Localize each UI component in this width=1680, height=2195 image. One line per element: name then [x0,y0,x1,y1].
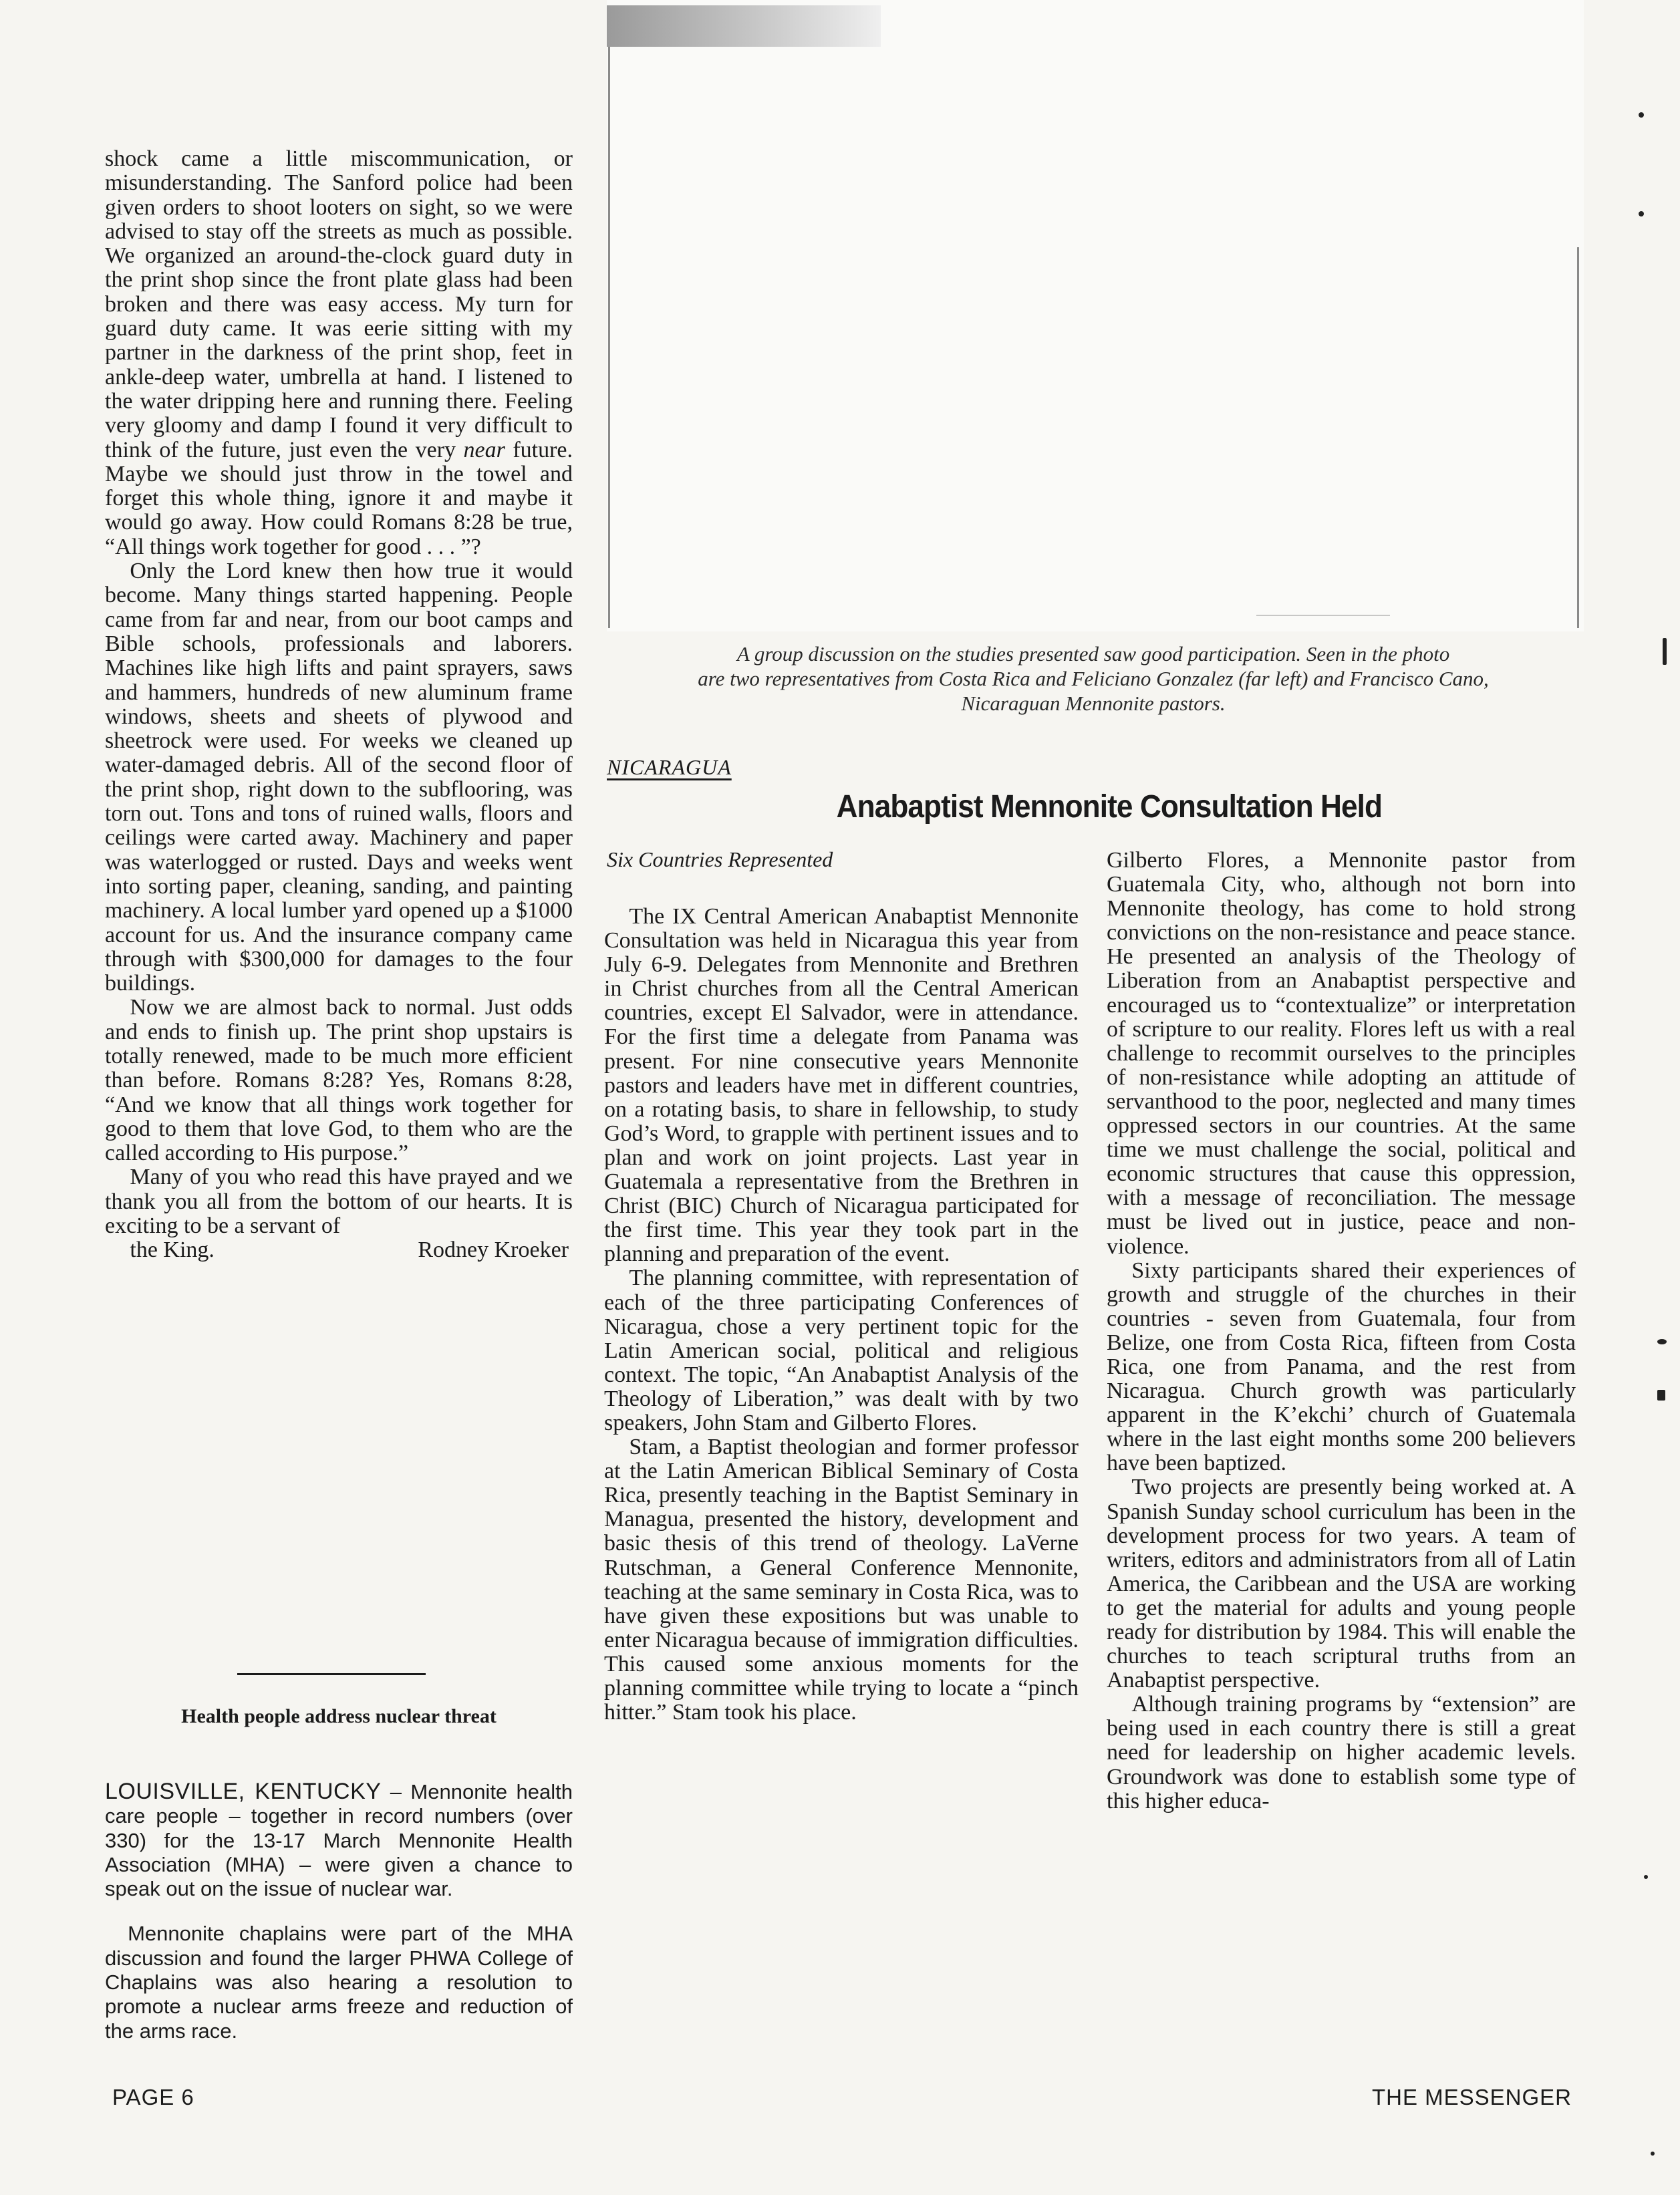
health-article-headline: Health people address nuclear threat [181,1705,497,1727]
article-photo [607,0,1584,631]
body-paragraph: Now we are almost back to normal. Just odds and ends to finish up. The print shop upstairs is totally renewed, made to be much more efficient than before. Romans 8:28? Yes, Romans 8:28, “And we know that all things work together for good to them that love God, to them who are the called according to His purpose.” [105,995,573,1166]
body-paragraph: The planning committee, with representation of each of the three participating Conferences of Nicaragua, chose a very pertinent topic for the Latin American social, political and religious context. The topic, “An Anabaptist Analysis of the Theology of Liberation,” was dealt with by two speakers, John Stam and Gilberto Flores. [604,1266,1079,1435]
closing-words: the King. [130,1237,215,1263]
body-paragraph: Sixty participants shared their experiences of growth and struggle of the churches in their countries - seven from Guatemala, four from Belize, one from Costa Rica, fifteen from Costa Rica, one from Panama, and the rest from Nicaragua. Church growth was particularly apparent in the K’ekchi’ church of Guatemala where in the last eight months some 200 believers have been baptized. [1107,1258,1576,1476]
section-divider [237,1673,426,1675]
left-column-article [105,147,573,1263]
publication-name: THE MESSENGER [1371,2085,1572,2109]
body-paragraph: Many of you who read this have prayed and we thank you all from the bottom of our hearts. It is exciting to be a servant of [105,1165,573,1239]
margin-mark [1644,1875,1648,1879]
body-paragraph: shock came a little miscommunication, or misunderstanding. The Sanford police had been given orders to shoot looters on sight, so we were advised to stay off the streets as much as possible. We organized an around-the-clock guard duty in the print shop since the front plate glass had been broken and there was easy access. My turn for guard duty came. It was eerie sitting with my partner in the darkness of the print shop, feet in ankle-deep water, umbrella at hand. I listened to the water dripping here and running there. Feeling very gloomy and damp I found it very difficult to think of the future, just even the very near future. Maybe we should just throw in the towel and forget this whole thing, ignore it and maybe it would go away. How could Romans 8:28 be true, “All things work together for good . . . ”? [105,146,573,559]
body-paragraph: The IX Central American Anabaptist Mennonite Consultation was held in Nicaragua this year from July 6-9. Delegates from Mennonite and Brethren in Christ churches from all the Central American countries, except El Salvador, were in attendance. For the first time a delegate from Panama was present. For nine consecutive years Mennonite pastors and leaders have met in different countries, on a rotating basis, to share in fellowship, to study God’s Word, to grapple with pertinent issues and to plan and work on joint projects. Last year in Guatemala a representative from the Brethren in Christ (BIC) Church of Nicaragua participated for the first time. This year they took part in the planning and preparation of the event. [604,904,1079,1267]
middle-column-article [604,905,1079,1725]
body-paragraph: Gilberto Flores, a Mennonite pastor from Guatemala City, who, although not born into Mennonite theology, has come to hold strong convictions on the non-resistance and peace stance. He presented an analysis of the Theology of Liberation from an Anabaptist perspective and encouraged us to “contextualize” or interpretation of scripture to our reality. Flores left us with a real challenge to recommit ourselves to the principles of non-resistance while adopting an attitude of servanthood to the poor, neglected and many times oppressed sectors in our countries. At the same time we must challenge the social, political and economic structures that cause this oppression, with a message of reconciliation. The message must be lived out in justice, peace and non-violence. [1107,848,1576,1259]
margin-mark [1639,112,1644,118]
page-number: PAGE 6 [112,2085,194,2109]
article-subheadline: Six Countries Represented [607,847,833,871]
body-paragraph: LOUISVILLE, KENTUCKY – Mennonite health care people – together in record numbers (over 330) for the 13-17 March Mennonite Health Association (MHA) – were given a chance to speak out on the issue of nuclear war. [105,1779,573,1901]
body-paragraph: Only the Lord knew then how true it would become. Many things started happening. People came from far and near, from our boot camps and Bible schools, professionals and laborers. Machines like high lifts and paint sprayers, saws and hammers, hundreds of new aluminum frame windows, sheets and sheets of plywood and sheetrock were used. For weeks we cleaned up water-damaged debris. All of the second floor of the print shop, right down to the subflooring, was torn out. Tons and tons of ruined walls, floors and ceilings were carted away. Machinery and paper was waterlogged or rusted. Days and weeks went into sorting paper, cleaning, sanding, and painting machinery. A local lumber yard opened up a $1000 account for us. And the insurance company came through with $300,000 for damages to the four buildings. [105,559,573,996]
body-paragraph: Although training programs by “extension” are being used in each country there is still a great need for leadership on higher academic levels. Groundwork was done to establish some type of this higher educa- [1107,1692,1576,1813]
right-column-article [1107,849,1576,1813]
emphasis-word: near [463,437,505,462]
photo-caption [605,641,1581,716]
margin-mark [1663,638,1667,665]
health-article-body [105,1759,573,2064]
body-paragraph: Mennonite chaplains were part of the MHA discussion and found the larger PHWA College of Chaplains was also hearing a resolution to promote a nuclear arms freeze and reduction of the arms race. [105,1922,573,2043]
signature-line [105,1238,573,1262]
photo-dark-strip [607,5,881,47]
caption-line: are two representatives from Costa Rica and Feliciano Gonzalez (far left) and Francisco Cano, [698,667,1489,690]
article-headline: Anabaptist Mennonite Consultation Held [836,789,1382,825]
margin-mark [1657,1390,1665,1401]
dateline: LOUISVILLE, KENTUCKY [105,1779,382,1804]
margin-mark [1651,2152,1655,2156]
body-paragraph: Stam, a Baptist theologian and former professor at the Latin American Biblical Seminary of Costa Rica, presently teaching in the Baptist Seminary in Managua, presented the history, development and basic thesis of this trend of theology. LaVerne Rutschman, a General Conference Mennonite, teaching at the same seminary in Costa Rica, was to have given these expositions but was unable to enter Nicaragua because of immigration difficulties. This caused some anxious moments for the planning committee while trying to locate a “pinch hitter.” Stam took his place. [604,1435,1079,1725]
caption-line: A group discussion on the studies presented saw good participation. Seen in the photo [736,642,1450,666]
body-paragraph: Two projects are presently being worked at. A Spanish Sunday school curriculum has been in the development process for two years. A team of writers, editors and administrators from all of Latin America, the Caribbean and the USA are working to get the material for adults and young people ready for distribution by 1984. This will enable the churches to teach scriptural truths from an Anabaptist perspective. [1107,1475,1576,1693]
author-signature: Rodney Kroeker [418,1237,569,1263]
margin-mark [1657,1339,1667,1344]
caption-line: Nicaraguan Mennonite pastors. [961,692,1226,715]
section-label: NICARAGUA [607,755,732,779]
margin-mark [1639,211,1644,216]
